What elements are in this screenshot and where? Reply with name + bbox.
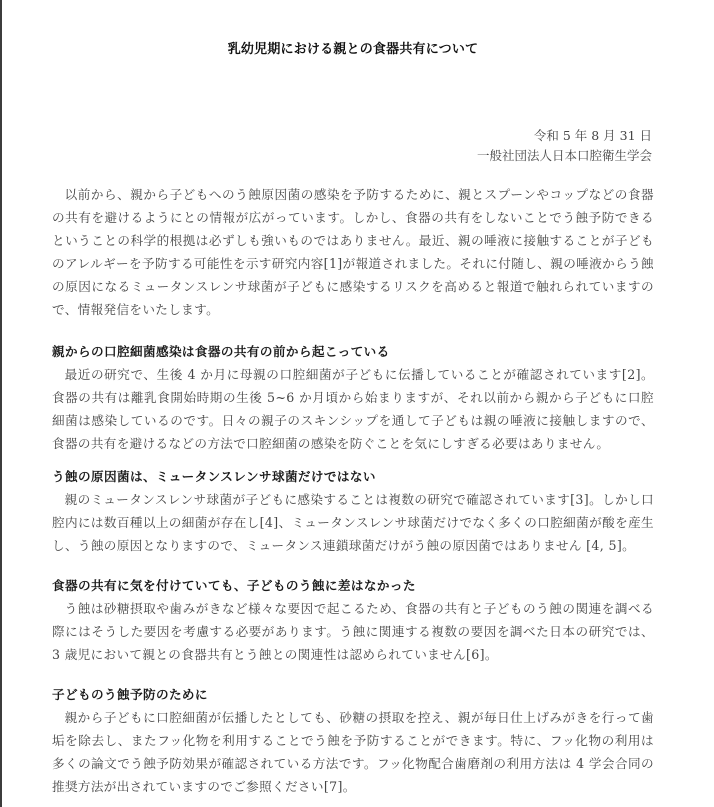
section-heading: う蝕の原因菌は、ミュータンスレンサ球菌だけではない [52,469,376,484]
section-paragraph: う蝕は砂糖摂取や歯みがきなど様々な要因で起こるため、食器の共有と子どものう蝕の関連を調べる際にはそうした要因を考慮する必要があります。う蝕に関連する複数の要因を調べた日本の研究では、3 歳児において親との食器共有とう蝕との関連性は認められていません[6]。 [52,601,654,662]
document-meta [477,126,652,166]
section-utensil-sharing-no-difference [52,574,654,666]
section-oral-bacteria-infection [52,340,654,455]
section-paragraph: 親から子どもに口腔細菌が伝播したとしても、砂糖の摂取を控え、親が毎日仕上げみがきを行って歯垢を除去し、またフッ化物を利用することでう蝕を予防することができます。特に、フッ化物の利用は多くの論文でう蝕予防効果が確認されている方法です。フッ化物配合歯磨剤の利用方法は 4 学会合同の推奨方法が出されていますのでご参照ください[7]。 [52,710,654,794]
document-date: 令和 5 年 8 月 31 日 [533,128,652,143]
section-heading: 食器の共有に気を付けていても、子どものう蝕に差はなかった [52,578,416,593]
document-organization: 一般社団法人日本口腔衛生学会 [476,148,652,163]
intro-block [52,183,654,321]
section-heading: 子どものう蝕予防のために [52,687,208,702]
section-paragraph: 最近の研究で、生後 4 か月に母親の口腔細菌が子どもに伝播していることが確認されています[2]。食器の共有は離乳食開始時期の生後 5~6 か月頃から始まりますが、それ以前から親から子どもに口腔細菌は感染しているのです。日々の親子のスキンシップを通して子どもは親の唾液に接触しますので、食器の共有を避けるなどの方法で口腔細菌の感染を防ぐことを気にしすぎる必要はありません。 [52,367,654,451]
section-paragraph: 親のミュータンスレンサ球菌が子どもに感染することは複数の研究で確認されています[3]。しかし口腔内には数百種以上の細菌が存在し[4]、ミュータンスレンサ球菌だけでなく多くの口腔細菌が酸を産生し、う蝕の原因となりますので、ミュータンス連鎖球菌だけがう蝕の原因菌ではありません [4, 5]。 [52,492,654,553]
document-title: 乳幼児期における親との食器共有について [227,42,479,57]
section-heading: 親からの口腔細菌感染は食器の共有の前から起こっている [52,344,390,359]
intro-paragraph: 以前から、親から子どもへのう蝕原因菌の感染を予防するために、親とスプーンやコップなどの食器の共有を避けるようにとの情報が広がっています。しかし、食器の共有をしないことでう蝕予防できるということの科学的根拠は必ずしも強いものではありません。最近、親の唾液に接触することが子どものアレルギーを予防する可能性を示す研究内容[1]が報道されました。それに付随し、親の唾液からう蝕の原因になるミュータンスレンサ球菌が子どもに感染するリスクを高めると報道で触れられていますので、情報発信をいたします。 [52,187,654,317]
page-left-border [0,0,2,807]
section-caries-bacteria [52,465,654,557]
section-caries-prevention [52,683,654,798]
